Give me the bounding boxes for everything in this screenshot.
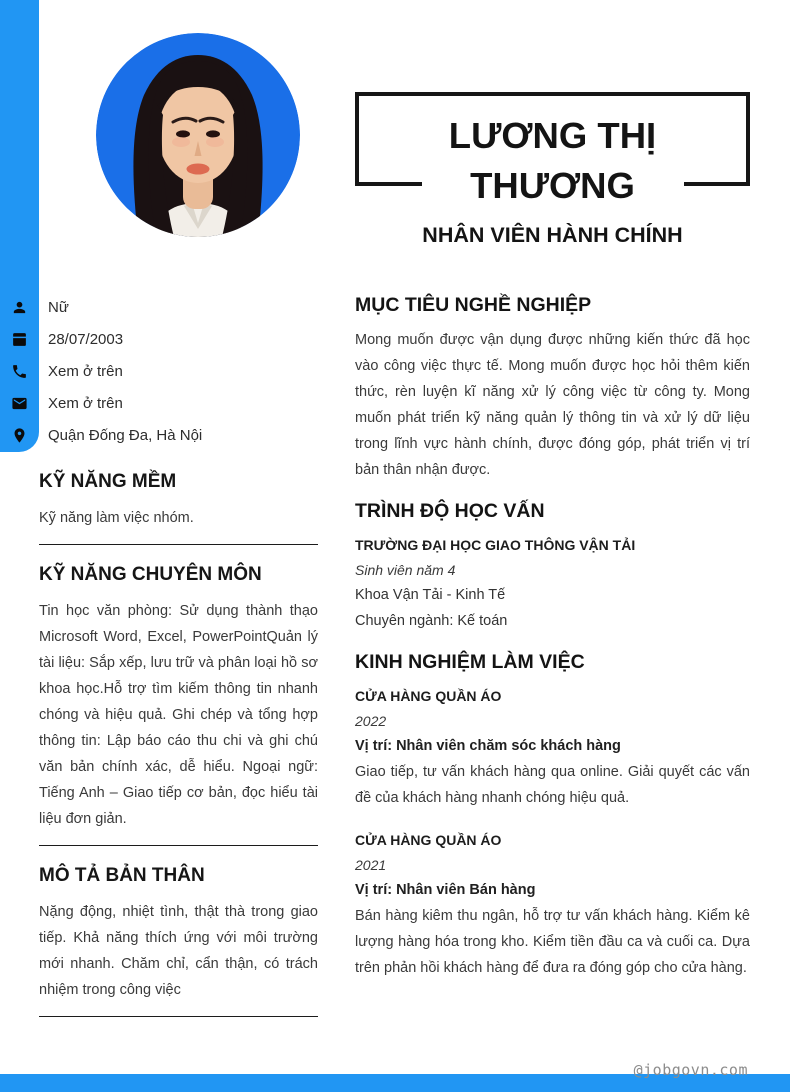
section-soft-skills [39,470,318,545]
section-heading: KINH NGHIỆM LÀM VIỆC [355,651,585,673]
name-box [355,92,750,206]
candidate-name: LƯƠNG THỊ THƯƠNG [422,111,684,211]
job-year: 2021 [355,857,387,873]
section-heading: TRÌNH ĐỘ HỌC VẤN [355,500,545,522]
location-icon [0,427,39,444]
candidate-job-title: NHÂN VIÊN HÀNH CHÍNH [422,223,683,247]
contact-value-phone: Xem ở trên [48,362,123,380]
email-icon [0,395,39,412]
objective-body: Mong muốn được vận dụng được những kiến thức đã học vào công việc thực tế. Mong muốn được học hỏi thêm kiến thức, rèn luyện kĩ năng xử lý công việc từ công ty. Mong muốn phát triển kỹ năng quản lý thông tin và xử lý dữ liệu trong lĩnh vực hành chính, được đóng góp, phát triển vị trí bản thân nhận được. [355,332,750,478]
job-description: Giao tiếp, tư vấn khách hàng qua online. Giải quyết các vấn đề của khách hàng nhanh chóng hiệu quả. [355,764,750,806]
contact-row-gender [0,291,340,323]
job-company: CỬA HÀNG QUẦN ÁO [355,832,502,848]
contact-value-email: Xem ở trên [48,394,123,412]
job-year: 2022 [355,713,387,729]
contact-row-email [0,387,340,419]
section-heading: KỸ NĂNG MỀM [39,471,177,492]
portrait-illustration [96,33,300,237]
education-school: TRƯỜNG ĐẠI HỌC GIAO THÔNG VẬN TẢI [355,537,636,553]
education-status: Sinh viên năm 4 [355,562,456,578]
contact-row-birthday [0,323,340,355]
job-position: Vị trí: Nhân viên Bán hàng [355,882,536,898]
profile-photo [96,33,300,237]
contact-info [0,291,340,451]
section-self-description [39,864,318,1017]
section-body: Tin học văn phòng: Sử dụng thành thạo Microsoft Word, Excel, PowerPointQuản lý tài liệu: Sắp xếp, lưu trữ và phân loại hồ sơ khoa học.Hỗ trợ tìm kiếm thông tin nhanh chóng và hiệu quả. Ghi chép và tổng hợp thông tin: Lập báo cáo thu chi và ghi chú văn bản chính xác, dễ hiểu. Ngoại ngữ: Tiếng Anh – Giao tiếp cơ bản, đọc hiểu tài liệu đơn giản. [39,603,318,827]
calendar-icon [0,331,39,348]
left-column [39,470,318,1035]
section-objective [355,292,750,483]
job-position: Vị trí: Nhân viên chăm sóc khách hàng [355,738,621,754]
section-heading: MỤC TIÊU NGHỀ NGHIỆP [355,294,592,316]
job-entry [355,828,750,981]
person-icon [0,299,39,316]
section-professional-skills [39,563,318,846]
education-major: Chuyên ngành: Kế toán [355,612,508,629]
section-body: Nặng động, nhiệt tình, thật thà trong giao tiếp. Khả năng thích ứng với môi trường mới nhanh. Chăm chỉ, cẩn thận, có trách nhiệm trong công việc [39,904,318,998]
section-education [355,498,750,634]
education-faculty: Khoa Vận Tải - Kinh Tế [355,587,506,603]
job-description: Bán hàng kiêm thu ngân, hỗ trợ tư vấn khách hàng. Kiểm kê lượng hàng hóa trong kho. Kiểm tiền đầu ca và cuối ca. Dựa trên phản hồi khách hàng để đưa ra đóng góp cho cửa hàng. [355,908,750,976]
contact-value-address: Quận Đống Đa, Hà Nội [48,426,203,444]
watermark-text: @jobgovn.com [633,1061,748,1079]
divider [39,845,318,846]
section-experience [355,649,750,981]
contact-value-gender: Nữ [48,298,69,316]
section-body: Kỹ năng làm việc nhóm. [39,510,194,526]
section-heading: KỸ NĂNG CHUYÊN MÔN [39,564,262,585]
phone-icon [0,363,39,380]
contact-row-address [0,419,340,451]
job-company: CỬA HÀNG QUẦN ÁO [355,688,502,704]
job-entry [355,684,750,811]
contact-value-birthday: 28/07/2003 [48,330,124,348]
section-heading: MÔ TẢ BẢN THÂN [39,865,205,886]
divider [39,1016,318,1017]
right-column [355,292,750,996]
divider [39,544,318,545]
contact-row-phone [0,355,340,387]
